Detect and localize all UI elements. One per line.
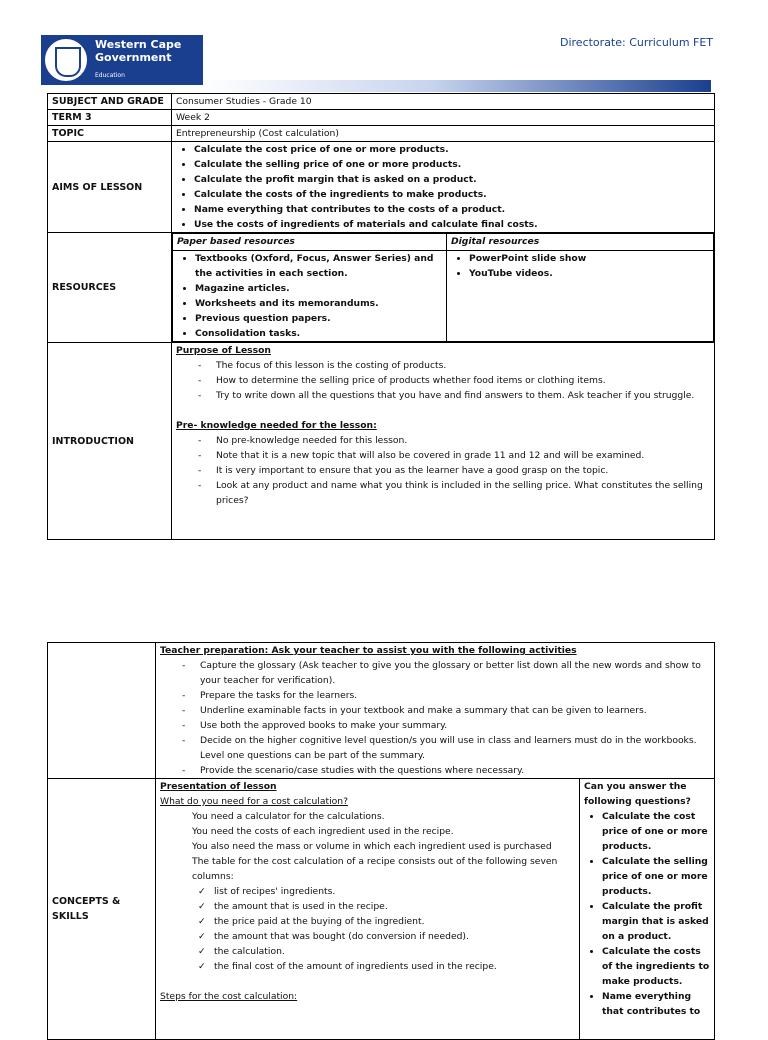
list-item: - Note that it is a new topic that will also be covered in grade 11 and 12 and will be examined. xyxy=(216,448,710,463)
subject-row xyxy=(48,94,715,110)
cost-calc-question: What do you need for a cost calculation? xyxy=(160,796,348,807)
topic-row xyxy=(48,126,715,142)
list-item: • Use the costs of ingredients of materials and calculate final costs. xyxy=(194,217,710,232)
presentation-heading: Presentation of lesson xyxy=(160,781,277,792)
wcg-logo xyxy=(41,35,203,85)
list-item: • Previous question papers. xyxy=(195,311,442,326)
steps-heading: Steps for the cost calculation: xyxy=(160,991,298,1002)
list-item: ✓ the amount that is used in the recipe. xyxy=(214,899,575,914)
questions-list xyxy=(584,809,710,1019)
concepts-row xyxy=(48,779,715,1040)
introduction-row xyxy=(48,343,715,540)
list-item: ✓ the calculation. xyxy=(214,944,575,959)
term-row xyxy=(48,110,715,126)
list-item: • Calculate the selling price of one or more products. xyxy=(602,854,710,899)
term-value: Week 2 xyxy=(172,110,715,126)
list-item: • Calculate the costs of the ingredients to make products. xyxy=(602,944,710,989)
resources-subtable xyxy=(172,233,714,342)
text-line: You also need the mass or volume in which each ingredient used is purchased xyxy=(192,841,552,852)
coat-of-arms-icon xyxy=(43,37,89,83)
list-item: • Worksheets and its memorandums. xyxy=(195,296,442,311)
subject-label: SUBJECT AND GRADE xyxy=(48,94,172,110)
term-label: TERM 3 xyxy=(48,110,172,126)
text-line: You need the costs of each ingredient used in the recipe. xyxy=(192,826,454,837)
teaching-table xyxy=(47,642,715,1040)
list-item: • Calculate the costs of the ingredients to make products. xyxy=(194,187,710,202)
questions-heading: Can you answer the following questions? xyxy=(584,781,691,807)
aims-row xyxy=(48,142,715,233)
list-item: - How to determine the selling price of products whether food items or clothing items. xyxy=(216,373,710,388)
aims-list xyxy=(176,142,710,232)
list-item: • Consolidation tasks. xyxy=(195,326,442,341)
list-item: - Look at any product and name what you think is included in the selling price. What constitutes the selling prices? xyxy=(216,478,710,508)
list-item: - Capture the glossary (Ask teacher to give you the glossary or better list down all the new words and show to your teacher for verification). xyxy=(200,658,710,688)
teacher-prep-list xyxy=(160,658,710,778)
teacher-prep-heading: Teacher preparation: Ask your teacher to assist you with the following activities xyxy=(160,645,577,656)
list-item: ✓ the amount that was bought (do conversion if needed). xyxy=(214,929,575,944)
columns-list xyxy=(160,884,575,974)
list-item: • Calculate the cost price of one or more products. xyxy=(602,809,710,854)
list-item: - Underline examinable facts in your textbook and make a summary that can be given to learners. xyxy=(200,703,710,718)
list-item: • Calculate the profit margin that is asked on a product. xyxy=(602,899,710,944)
list-item: ✓ list of recipes' ingredients. xyxy=(214,884,575,899)
topic-label: TOPIC xyxy=(48,126,172,142)
list-item: ✓ the final cost of the amount of ingredients used in the recipe. xyxy=(214,959,575,974)
list-item: - No pre-knowledge needed for this lesson. xyxy=(216,433,710,448)
resources-row xyxy=(48,233,715,343)
list-item: • YouTube videos. xyxy=(469,266,709,281)
introduction-label: INTRODUCTION xyxy=(48,343,172,540)
list-item: - The focus of this lesson is the costing of products. xyxy=(216,358,710,373)
logo-line-1: Western Cape xyxy=(95,38,182,51)
teacher-prep-row xyxy=(48,643,715,779)
list-item: • Calculate the cost price of one or more products. xyxy=(194,142,710,157)
paper-resources-heading: Paper based resources xyxy=(173,234,447,251)
prior-knowledge-list xyxy=(176,433,710,508)
logo-line-2: Government xyxy=(95,51,172,64)
purpose-list xyxy=(176,358,710,403)
resources-label: RESOURCES xyxy=(48,233,172,343)
lesson-plan-table xyxy=(47,93,715,540)
list-item: • Magazine articles. xyxy=(195,281,442,296)
purpose-heading: Purpose of Lesson xyxy=(176,345,271,356)
logo-line-3: Education xyxy=(95,72,125,79)
list-item: - Prepare the tasks for the learners. xyxy=(200,688,710,703)
prior-knowledge-heading: Pre- knowledge needed for the lesson: xyxy=(176,420,377,431)
subject-value: Consumer Studies - Grade 10 xyxy=(172,94,715,110)
topic-value: Entrepreneurship (Cost calculation) xyxy=(172,126,715,142)
list-item: • Calculate the selling price of one or more products. xyxy=(194,157,710,172)
list-item: • Calculate the profit margin that is asked on a product. xyxy=(194,172,710,187)
concepts-label: CONCEPTS & SKILLS xyxy=(48,779,156,1040)
list-item: - Decide on the higher cognitive level question/s you will use in class and learners must do in the workbooks. Level one questions can be part of the summary. xyxy=(200,733,710,763)
list-item: • Name everything that contributes to xyxy=(602,989,710,1019)
list-item: - Try to write down all the questions that you have and find answers to them. Ask teacher if you struggle. xyxy=(216,388,710,403)
digital-resources-list xyxy=(451,251,709,281)
list-item: - Use both the approved books to make your summary. xyxy=(200,718,710,733)
list-item: • Textbooks (Oxford, Focus, Answer Series) and the activities in each section. xyxy=(195,251,442,281)
list-item: - Provide the scenario/case studies with the questions where necessary. xyxy=(200,763,710,778)
list-item: ✓ the price paid at the buying of the ingredient. xyxy=(214,914,575,929)
list-item: - It is very important to ensure that you as the learner have a good grasp on the topic. xyxy=(216,463,710,478)
digital-resources-heading: Digital resources xyxy=(447,234,714,251)
header-gradient-bar xyxy=(203,80,711,92)
directorate-title: Directorate: Curriculum FET xyxy=(560,36,714,49)
list-item: • PowerPoint slide show xyxy=(469,251,709,266)
text-line: You need a calculator for the calculations. xyxy=(192,811,385,822)
text-line: The table for the cost calculation of a recipe consists out of the following seven columns: xyxy=(192,856,558,882)
list-item: • Name everything that contributes to the costs of a product. xyxy=(194,202,710,217)
paper-resources-list xyxy=(177,251,442,341)
aims-label: AIMS OF LESSON xyxy=(48,142,172,233)
